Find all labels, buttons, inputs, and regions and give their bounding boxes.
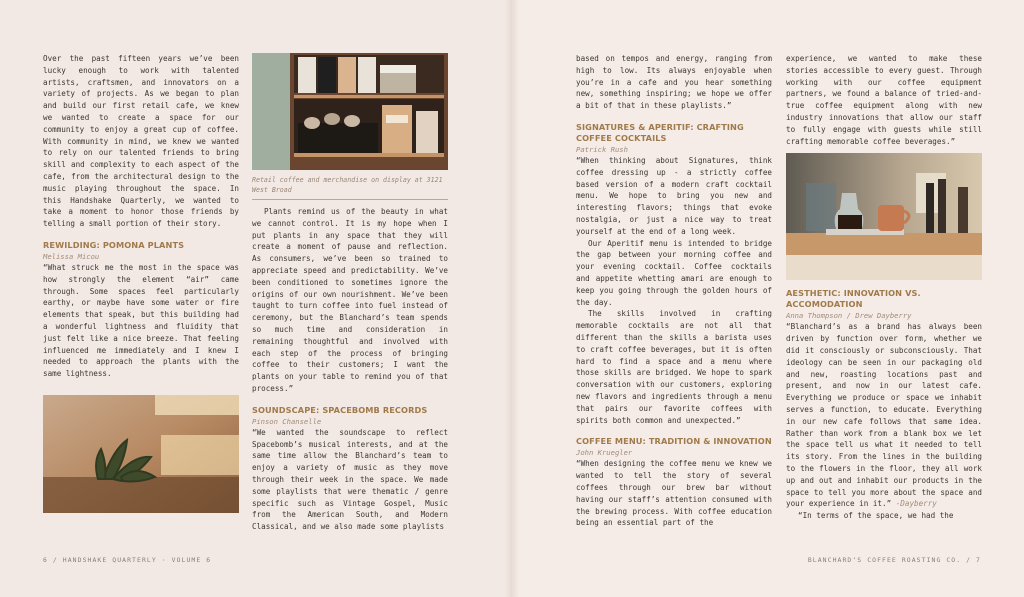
right-page — [512, 0, 1024, 597]
book-gutter — [505, 0, 519, 597]
plant-photo-image — [43, 395, 239, 513]
aesthetic-text: “Blanchard’s as a brand has always been driven by function over form, whether we did it consciously or subconsciously. That ideology can be seen in our packaging old and new, roasting locations past and present, and now in our latest cafe. Everything we produce or space we inhabit serves a function, to educate. Everything in our new cafe follows that same idea. Rather than work from a blank box we let the space tell us what it needed to tell its story. From the lines in the building to the flowers in the floor, they all work up and out and inhabit our products in the space to tell you more about the space and your experience in it.” — [786, 322, 982, 509]
cafe-counter-photo — [786, 153, 982, 280]
retail-photo-caption: Retail coffee and merchandise on display at 3121 West Broad — [252, 176, 443, 194]
spacebomb-heading: SOUNDSCAPE: SPACEBOMB RECORDS — [252, 404, 428, 415]
signatures-paragraph-1: “When thinking about Signatures, think coffee dressing up - a strictly coffee based version of a modern craft cocktail menu. We hope to bring you new and interesting flavors; things that evoke nostalgia, or just a nice way to treat yourself at the end of a long week. — [576, 155, 772, 236]
aesthetic-author: Anna Thompson / Drew Dayberry — [786, 311, 912, 321]
aesthetic-paragraph — [786, 321, 982, 510]
cafe-counter-image — [786, 153, 982, 280]
signatures-heading: SIGNATURES & APERITIF: CRAFTING COFFEE COCKTAILS — [576, 121, 744, 143]
aesthetic-attribution: -Dayberry — [891, 499, 937, 509]
right-column-1 — [576, 53, 772, 529]
signatures-paragraph-3: The skills involved in crafting memorable cocktails are not all that different than the skills a barista uses to craft coffee beverages, but it is often hard to find a space and a menu where those skills are bridged. We hope to spark conversation with our customers, exploring new flavors and ingredients through a menu that pairs our favorite coffees with spirits both common and unexpected.” — [576, 309, 772, 425]
pomona-plants-heading: REWILDING: POMONA PLANTS — [43, 239, 185, 250]
right-column-2 — [786, 53, 982, 522]
caption-divider — [252, 199, 448, 200]
left-column-2 — [252, 53, 448, 533]
spacebomb-author: Pinson Chanselle — [252, 416, 322, 426]
coffee-menu-text: “When designing the coffee menu we knew we wanted to tell the story of several coffees through our brew bar without having our staff’s attention consumed with the brewing process. With coffee education being an essential part of the — [576, 459, 772, 528]
plants-paragraph: Plants remind us of the beauty in what we cannot control. It is my hope when I put plants in any space that they will create a moment of pause and reflection. As consumers, we’ve been so trained to appreciate speed and predictability. We’ve been conditioned to sometimes ignore the origins of our own nourishment. We’ve been taught to turn coffee into fuel instead of ceremony, but the Blanchard’s team spends so much time and consideration in remaining thoughtful and involved with each step of the process of bringing coffee to their customers; I want the plants on your table to remind you of that process.” — [252, 207, 448, 393]
closing-paragraph: “In terms of the space, we had the — [798, 511, 954, 521]
retail-shelf-photo — [252, 53, 448, 170]
spacebomb-text: “We wanted the soundscape to reflect Spacebomb’s musical interests, and at the same time allow the Blanchard’s team to enjoy a variety of music as they move through their week in the space. We made some playlists that were thematic / genre specific such as Vintage Gospel, Music from the American South, and Modern Classical, and we also made some playlists — [252, 427, 448, 532]
signatures-paragraph-2: Our Aperitif menu is intended to bridge the gap between your morning coffee and your evening cocktail. Coffee cocktails and appetite whetting amari are enough to keep you going through the golden hours of the day. — [576, 238, 772, 307]
intro-paragraph: Over the past fifteen years we’ve been lucky enough to work with talented artists, craftsmen, and innovators on a variety of projects. As we began to plan and build our first retail cafe, we knew we wanted to create a space for our community to enjoy a great cup of coffee. With community in mind, we knew we wanted to rely on our talented friends to bring skill and complexity to each aspect of the cafe, from the architectural design to the music playing throughout the space. In this Handshake Quarterly, we wanted to take a moment to honor those friends by telling a small portion of their story. — [43, 54, 239, 229]
pomona-plants-text: “What struck me the most in the space was how strongly the element “air” came through. Some spaces feel particularly earthy, or maybe have some water or fire elements that speak, but this building had a wonderful lightness and fluidity that just felt like a nice breeze. That feeling influenced me immediately and I knew I needed to approach the plants with the same lightness. — [43, 262, 239, 379]
retail-shelf-image — [252, 53, 448, 170]
playlist-lead-paragraph: based on tempos and energy, ranging from high to low. Its always enjoyable when you’re in a cafe and you hear something new, something inspiring; we hope we offer a bit of that in these playlists.” — [576, 54, 772, 111]
left-column-1 — [43, 53, 239, 513]
aesthetic-heading: AESTHETIC: INNOVATION VS. ACCOMODATION — [786, 288, 921, 310]
pomona-plants-author: Melissa Micou — [43, 251, 100, 261]
coffee-menu-heading: COFFEE MENU: TRADITION & INNOVATION — [576, 436, 772, 447]
plant-photo — [43, 395, 239, 513]
left-page-footer: 6 / HANDSHAKE QUARTERLY · VOLUME 6 — [43, 556, 212, 564]
coffee-menu-author: John Kruegler — [576, 448, 633, 458]
equipment-lead-paragraph: experience, we wanted to make these stories accessible to every guest. Through working with our coffee equipment partners, we found a balance of tried-and-true coffee equipment along with new industry innovations that allow our staff to fully engage with guests while still crafting memorable coffee beverages.” — [786, 54, 982, 146]
signatures-author: Patrick Rush — [576, 144, 628, 154]
right-page-footer: BLANCHARD’S COFFEE ROASTING CO. / 7 — [807, 556, 981, 564]
